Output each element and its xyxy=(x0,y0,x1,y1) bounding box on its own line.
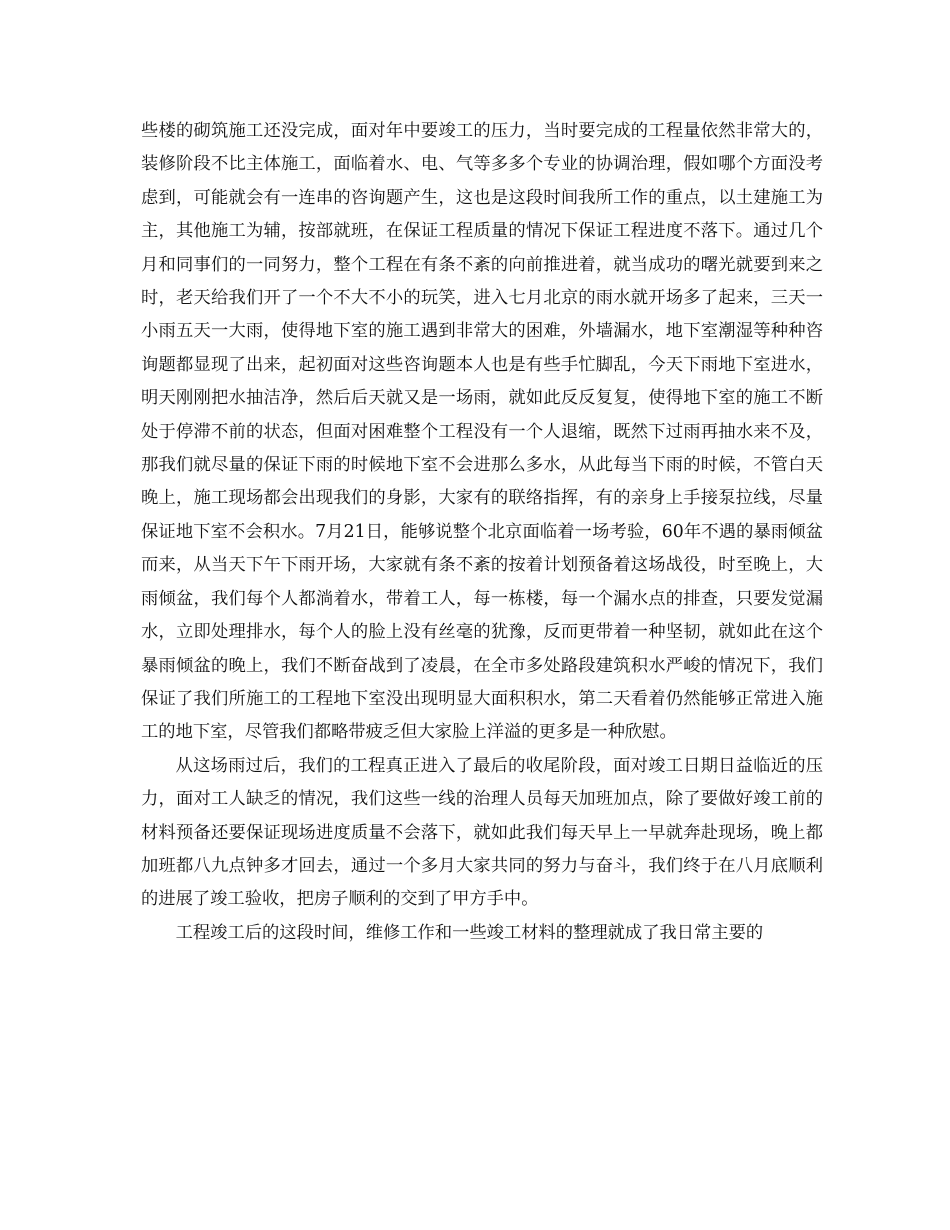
paragraph-1: 些楼的砌筑施工还没完成，面对年中要竣工的压力，当时要完成的工程量依然非常大的，装修阶段不比主体施工，面临着水、电、气等多多个专业的协调治理，假如哪个方面没考虑到，可能就会有一连串的咨询题产生，这也是这段时间我所工作的重点，以土建施工为主，其他施工为辅，按部就班，在保证工程质量的情况下保证工程进度不落下。通过几个月和同事们的一同努力，整个工程在有条不紊的向前推进着，就当成功的曙光就要到来之时，老天给我们开了一个不大不小的玩笑，进入七月北京的雨水就开场多了起来，三天一小雨五天一大雨，使得地下室的施工遇到非常大的困难，外墙漏水，地下室潮湿等种种咨询题都显现了出来，起初面对这些咨询题本人也是有些手忙脚乱，今天下雨地下室进水，明天刚刚把水抽洁净，然后后天就又是一场雨，就如此反反复复，使得地下室的施工不断处于停滞不前的状态，但面对困难整个工程没有一个人退缩，既然下过雨再抽水来不及，那我们就尽量的保证下雨的时候地下室不会进那么多水，从此每当下雨的时候，不管白天晚上，施工现场都会出现我们的身影，大家有的联络指挥，有的亲身上手接泵拉线，尽量保证地下室不会积水。7月21日，能够说整个北京面临着一场考验，60年不遇的暴雨倾盆而来，从当天下午下雨开场，大家就有条不紊的按着计划预备着这场战役，时至晚上，大雨倾盆，我们每个人都淌着水，带着工人，每一栋楼，每一个漏水点的排查，只要发觉漏水，立即处理排水，每个人的脸上没有丝毫的犹豫，反而更带着一种坚韧，就如此在这个暴雨倾盆的晚上，我们不断奋战到了凌晨，在全市多处路段建筑积水严峻的情况下，我们保证了我们所施工的工程地下室没出现明显大面积积水，第二天看着仍然能够正常进入施工的地下室，尽管我们都略带疲乏但大家脸上洋溢的更多是一种欣慰。 xyxy=(141,121,823,743)
document-body xyxy=(141,115,823,950)
paragraph-3: 工程竣工后的这段时间，维修工作和一些竣工材料的整理就成了我日常主要的 xyxy=(175,922,764,943)
paragraph-2: 从这场雨过后，我们的工程真正进入了最后的收尾阶段，面对竣工日期日益临近的压力，面对工人缺乏的情况，我们这些一线的治理人员每天加班加点，除了要做好竣工前的材料预备还要保证现场进度质量不会落下，就如此我们每天早上一早就奔赴现场，晚上都加班都八九点钟多才回去，通过一个多月大家共同的努力与奋斗，我们终于在八月底顺利的进展了竣工验收，把房子顺利的交到了甲方手中。 xyxy=(141,755,823,910)
